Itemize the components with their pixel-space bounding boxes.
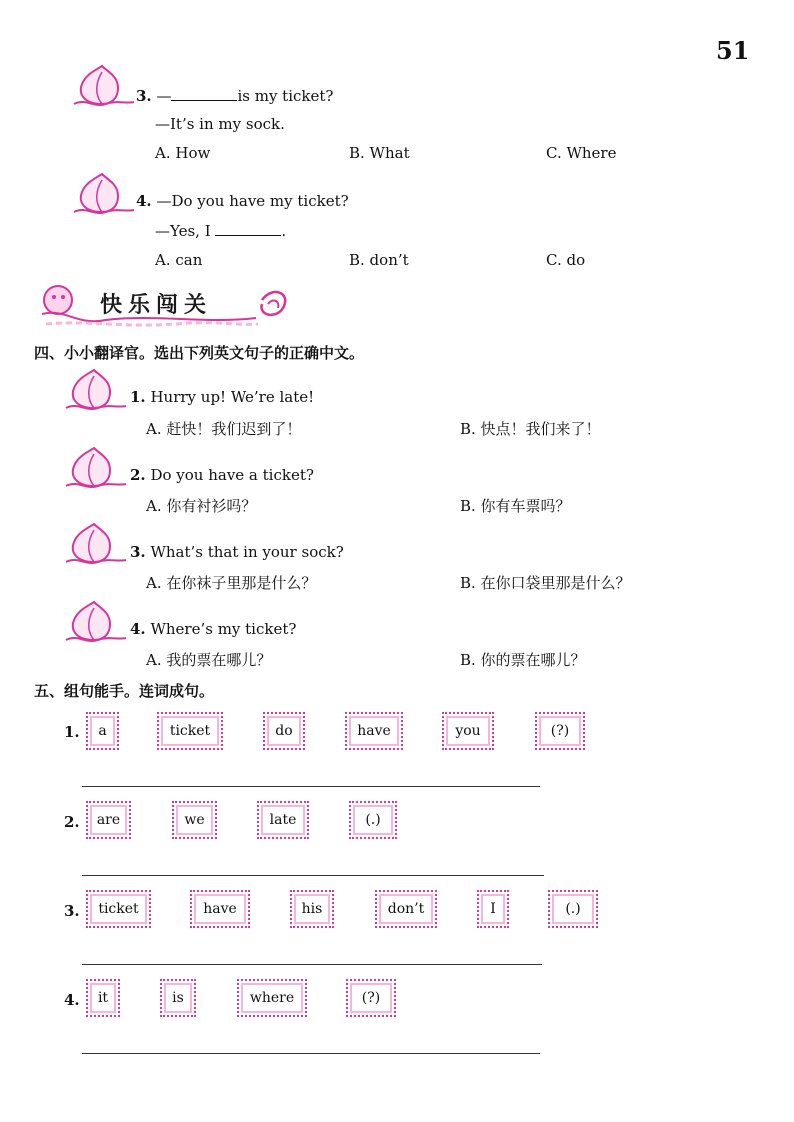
option-a[interactable]: A. 赶快！我们迟到了！: [146, 420, 302, 438]
option-b[interactable]: B. 快点！我们来了！: [460, 420, 601, 438]
option-a[interactable]: A. 你有衬衫吗？: [146, 497, 257, 515]
word-card[interactable]: I: [477, 890, 509, 928]
word-card[interactable]: ticket: [157, 712, 223, 750]
question-text: Do you have a ticket?: [150, 466, 314, 484]
answer-line: —It’s in my sock.: [155, 115, 285, 133]
answer-blank[interactable]: [215, 221, 281, 236]
answer-blank[interactable]: [171, 86, 237, 101]
option-a[interactable]: A. can: [155, 251, 203, 269]
word-card[interactable]: his: [290, 890, 334, 928]
word-card[interactable]: we: [172, 801, 217, 839]
s4-question-3: [130, 543, 344, 561]
word-card[interactable]: do: [263, 712, 305, 750]
option-a[interactable]: A. 在你袜子里那是什么？: [146, 574, 317, 592]
word-card[interactable]: it: [86, 979, 120, 1017]
answer-text: —Yes, I: [155, 222, 211, 240]
option-a[interactable]: A. 我的票在哪儿？: [146, 651, 272, 669]
question-number: 3.: [136, 87, 152, 105]
answer-line[interactable]: [82, 786, 540, 787]
question-4: [136, 192, 349, 210]
option-b[interactable]: B. 在你口袋里那是什么？: [460, 574, 631, 592]
word-card[interactable]: you: [442, 712, 494, 750]
question-3: [136, 86, 333, 105]
word-card[interactable]: (?): [346, 979, 396, 1017]
word-card[interactable]: ticket: [86, 890, 151, 928]
answer-text: .: [281, 222, 287, 240]
option-b[interactable]: B. 你的票在哪儿？: [460, 651, 586, 669]
word-card[interactable]: have: [190, 890, 250, 928]
word-card[interactable]: don’t: [375, 890, 437, 928]
question-number: 3.: [130, 543, 146, 561]
peach-icon: [64, 368, 128, 412]
page-number: 51: [716, 36, 750, 65]
word-card[interactable]: have: [345, 712, 403, 750]
answer-line[interactable]: [82, 964, 542, 965]
word-card[interactable]: (?): [535, 712, 585, 750]
answer-line[interactable]: [82, 1053, 540, 1054]
option-b[interactable]: B. 你有车票吗？: [460, 497, 571, 515]
section-5-title: 五、组句能手。连词成句。: [34, 682, 215, 700]
question-text: Where’s my ticket?: [150, 620, 297, 638]
option-c[interactable]: C. Where: [546, 144, 617, 162]
peach-icon: [72, 64, 136, 108]
row-number: 3.: [64, 902, 80, 920]
question-number: 2.: [130, 466, 146, 484]
question-number: 4.: [136, 192, 152, 210]
option-b[interactable]: B. What: [349, 144, 410, 162]
question-number: 4.: [130, 620, 146, 638]
word-card[interactable]: is: [160, 979, 196, 1017]
word-card[interactable]: (.): [349, 801, 397, 839]
peach-icon: [64, 522, 128, 566]
word-card[interactable]: where: [237, 979, 307, 1017]
question-text: —Do you have my ticket?: [156, 192, 349, 210]
option-a[interactable]: A. How: [155, 144, 211, 162]
word-card[interactable]: (.): [548, 890, 598, 928]
word-card[interactable]: late: [257, 801, 309, 839]
question-text: What’s that in your sock?: [150, 543, 344, 561]
answer-line: [155, 221, 286, 240]
option-c[interactable]: C. do: [546, 251, 586, 269]
s4-question-4: [130, 620, 296, 638]
question-number: 1.: [130, 388, 146, 406]
question-text: Hurry up! We’re late!: [150, 388, 315, 406]
s4-question-1: [130, 388, 314, 406]
peach-icon: [72, 172, 136, 216]
peach-icon: [64, 600, 128, 644]
question-text: —: [156, 87, 172, 105]
row-number: 2.: [64, 813, 80, 831]
row-number: 1.: [64, 723, 80, 741]
answer-line[interactable]: [82, 875, 544, 876]
row-number: 4.: [64, 991, 80, 1009]
peach-icon: [64, 446, 128, 490]
word-card[interactable]: a: [86, 712, 119, 750]
word-card[interactable]: are: [86, 801, 131, 839]
banner-title: 快乐闯关: [100, 293, 213, 318]
option-b[interactable]: B. don’t: [349, 251, 409, 269]
section-4-title: 四、小小翻译官。选出下列英文句子的正确中文。: [34, 344, 365, 362]
question-text: is my ticket?: [237, 87, 334, 105]
s4-question-2: [130, 466, 314, 484]
